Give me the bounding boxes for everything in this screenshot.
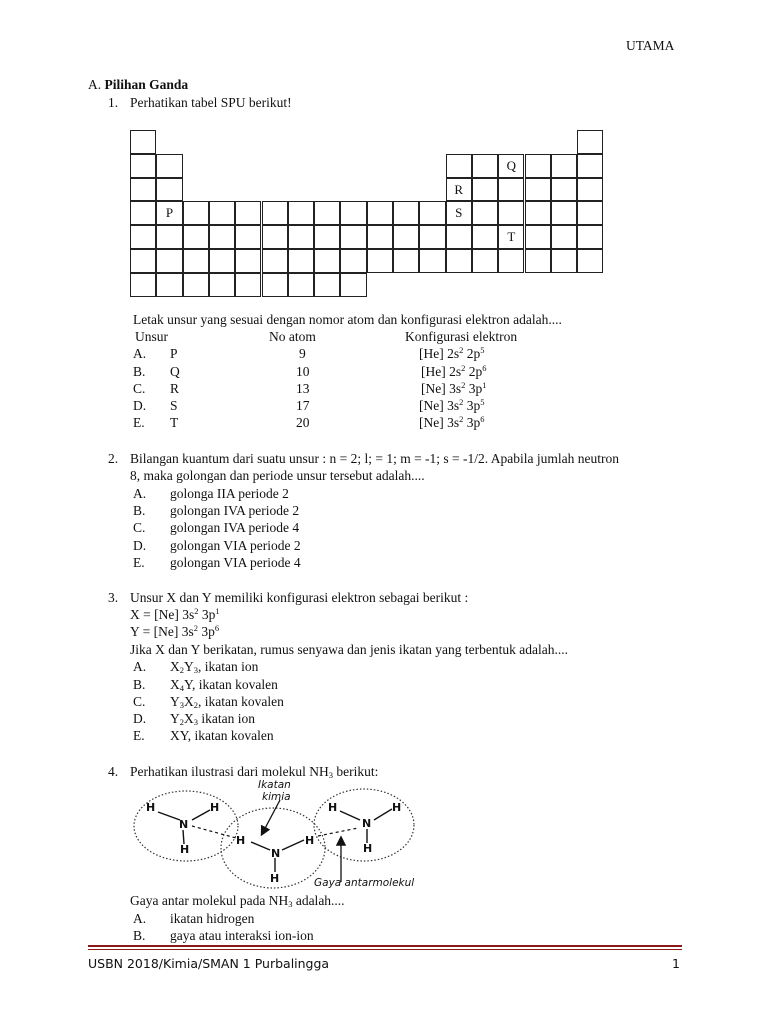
table-cell — [525, 154, 551, 178]
table-cell — [577, 130, 603, 154]
svg-text:H: H — [328, 801, 338, 814]
svg-text:H: H — [146, 801, 156, 814]
table-cell — [551, 249, 577, 273]
table-cell — [472, 178, 498, 202]
table-cell — [262, 225, 288, 249]
q4-number: 4. — [108, 764, 119, 779]
table-cell — [393, 225, 419, 249]
q2-option-text: golongan IVA periode 2 — [170, 503, 300, 518]
q1-option-unsur: Q — [170, 364, 180, 379]
q2-line2: 8, maka golongan dan periode unsur tersebut adalah.... — [130, 468, 425, 483]
table-cell — [183, 249, 209, 273]
table-cell — [472, 201, 498, 225]
table-cell — [314, 249, 340, 273]
table-cell — [577, 178, 603, 202]
table-cell — [130, 154, 156, 178]
q4-option-letter: A. — [133, 911, 147, 926]
table-cell — [314, 225, 340, 249]
q4-question: Gaya antar molekul pada $NH_3$ adalah.... — [130, 893, 345, 909]
table-cell — [235, 273, 261, 297]
q1-option-config: [He] $2s^2$ $2p^6$ — [421, 363, 487, 379]
table-cell-t: T — [498, 225, 524, 249]
svg-text:N: N — [271, 847, 281, 860]
q2-option-letter: B. — [133, 503, 146, 518]
table-cell — [288, 249, 314, 273]
table-cell-q: Q — [498, 154, 524, 178]
table-cell — [288, 225, 314, 249]
table-cell — [130, 225, 156, 249]
q1-question: Letak unsur yang sesuai dengan nomor atom dan konfigurasi elektron adalah.... — [133, 312, 562, 327]
section-letter: A. — [88, 77, 102, 92]
table-cell — [340, 201, 366, 225]
table-cell — [446, 154, 472, 178]
table-cell — [262, 249, 288, 273]
table-cell — [551, 178, 577, 202]
table-cell — [551, 201, 577, 225]
q3-y-config: Y = [Ne] $3s^2$ $3p^6$ — [130, 623, 220, 639]
q3-option-letter: A. — [133, 659, 147, 674]
q1-option-config: [Ne] $3s^2$ $3p^6$ — [419, 414, 485, 430]
table-cell — [419, 225, 445, 249]
q4-text: Perhatikan ilustrasi dari molekul $NH_3$ berikut: — [130, 764, 379, 780]
table-cell — [446, 225, 472, 249]
footer-source: USBN 2018/Kimia/SMAN 1 Purbalingga — [88, 956, 330, 971]
table-cell — [235, 249, 261, 273]
table-cell — [156, 273, 182, 297]
svg-text:N: N — [179, 818, 189, 831]
table-cell — [156, 225, 182, 249]
table-cell-s: S — [446, 201, 472, 225]
table-cell — [209, 225, 235, 249]
svg-text:H: H — [210, 801, 220, 814]
q3-option-text: $X_2Y_3$, ikatan ion — [170, 659, 259, 675]
table-cell — [419, 201, 445, 225]
nh3-molecule-illustration — [128, 778, 448, 890]
table-cell — [314, 273, 340, 297]
table-cell — [577, 154, 603, 178]
table-cell — [525, 249, 551, 273]
q3-option-letter: C. — [133, 694, 146, 709]
table-cell — [288, 201, 314, 225]
header-label: UTAMA — [626, 38, 675, 53]
table-cell — [577, 225, 603, 249]
q3-option-text: $X_4Y$, ikatan kovalen — [170, 677, 278, 693]
q3-x-config: X = [Ne] $3s^2$ $3p^1$ — [130, 606, 220, 622]
table-cell — [340, 225, 366, 249]
label-gaya-antarmolekul: Gaya antarmolekul — [314, 877, 415, 889]
table-cell — [525, 201, 551, 225]
q2-option-letter: C. — [133, 520, 146, 535]
q1-option-unsur: P — [170, 346, 178, 361]
table-cell — [209, 273, 235, 297]
table-cell — [472, 225, 498, 249]
table-cell — [209, 249, 235, 273]
table-cell — [577, 201, 603, 225]
table-cell — [498, 249, 524, 273]
table-cell — [130, 130, 156, 154]
table-cell — [472, 249, 498, 273]
table-cell — [446, 249, 472, 273]
table-cell — [156, 249, 182, 273]
q2-option-letter: A. — [133, 486, 147, 501]
table-cell — [130, 249, 156, 273]
q1-col-konfig: Konfigurasi elektron — [405, 329, 518, 344]
footer-rule-thin — [88, 949, 682, 950]
q3-option-text: $Y_2X_3$ ikatan ion — [170, 711, 255, 727]
table-cell — [367, 225, 393, 249]
q3-option-text: XY, ikatan kovalen — [170, 728, 274, 743]
table-cell — [498, 178, 524, 202]
svg-text:H: H — [305, 834, 315, 847]
q2-option-text: golongan VIA periode 4 — [170, 555, 301, 570]
section-heading — [88, 77, 188, 93]
q1-option-atom: 9 — [299, 346, 306, 361]
q4-option-text: gaya atau interaksi ion-ion — [170, 928, 314, 943]
footer-rule-thick — [88, 945, 682, 947]
q1-option-unsur: T — [170, 415, 179, 430]
table-cell-r: R — [446, 178, 472, 202]
q2-option-text: golonga IIA periode 2 — [170, 486, 289, 501]
table-cell — [525, 178, 551, 202]
table-cell — [288, 273, 314, 297]
table-cell — [209, 201, 235, 225]
q2-option-text: golongan VIA periode 2 — [170, 538, 301, 553]
label-ikatan: Ikatan — [258, 779, 291, 791]
q2-option-letter: D. — [133, 538, 147, 553]
table-cell — [262, 201, 288, 225]
table-cell — [551, 154, 577, 178]
svg-text:H: H — [363, 842, 373, 855]
q2-line1: Bilangan kuantum dari suatu unsur : n = 2; l; = 1; m = -1; s = -1/2. Apabila jumlah neutron — [130, 451, 620, 466]
table-cell — [498, 201, 524, 225]
table-cell — [393, 249, 419, 273]
q2-option-letter: E. — [133, 555, 145, 570]
q1-option-letter: E. — [133, 415, 145, 430]
table-cell — [156, 178, 182, 202]
table-cell-p: P — [156, 201, 182, 225]
table-cell — [183, 201, 209, 225]
q3-option-letter: B. — [133, 677, 146, 692]
q1-option-config: [Ne] $3s^2$ $3p^1$ — [421, 380, 487, 396]
q3-line4: Jika X dan Y berikatan, rumus senyawa dan jenis ikatan yang terbentuk adalah.... — [130, 642, 568, 657]
q3-number: 3. — [108, 590, 119, 605]
table-cell — [130, 178, 156, 202]
svg-text:H: H — [180, 843, 190, 856]
table-cell — [472, 154, 498, 178]
q1-option-unsur: S — [170, 398, 178, 413]
table-cell — [340, 249, 366, 273]
q1-option-letter: D. — [133, 398, 147, 413]
section-title: Pilihan Ganda — [104, 77, 189, 92]
table-cell — [262, 273, 288, 297]
table-cell — [130, 201, 156, 225]
table-cell — [130, 273, 156, 297]
table-cell — [551, 225, 577, 249]
table-cell — [183, 273, 209, 297]
table-cell — [393, 201, 419, 225]
q2-option-text: golongan IVA periode 4 — [170, 520, 300, 535]
table-cell — [235, 225, 261, 249]
q2-number: 2. — [108, 451, 119, 466]
q3-option-letter: E. — [133, 728, 145, 743]
q1-option-atom: 17 — [296, 398, 310, 413]
q1-option-letter: B. — [133, 364, 146, 379]
table-cell — [340, 273, 366, 297]
q3-option-text: $Y_3X_2$, ikatan kovalen — [170, 694, 284, 710]
table-cell — [419, 249, 445, 273]
q1-col-unsur: Unsur — [135, 329, 168, 344]
q1-option-config: [He] $2s^2$ $2p^5$ — [419, 345, 485, 361]
footer-page-number: 1 — [672, 956, 680, 971]
q1-text: Perhatikan tabel SPU berikut! — [130, 95, 292, 110]
q3-line1: Unsur X dan Y memiliki konfigurasi elektron sebagai berikut : — [130, 590, 469, 605]
svg-text:H: H — [236, 834, 246, 847]
label-kimia: kimia — [262, 791, 291, 803]
q1-option-letter: C. — [133, 381, 146, 396]
table-cell — [525, 225, 551, 249]
q4-option-letter: B. — [133, 928, 146, 943]
q1-option-atom: 10 — [296, 364, 310, 379]
q1-option-unsur: R — [170, 381, 180, 396]
table-cell — [314, 201, 340, 225]
q1-option-letter: A. — [133, 346, 147, 361]
table-cell — [577, 249, 603, 273]
table-cell — [156, 154, 182, 178]
q4-option-text: ikatan hidrogen — [170, 911, 255, 926]
q1-option-config: [Ne] $3s^2$ $3p^5$ — [419, 397, 485, 413]
q1-option-atom: 20 — [296, 415, 310, 430]
q1-number: 1. — [108, 95, 119, 110]
q3-option-letter: D. — [133, 711, 147, 726]
table-cell — [367, 201, 393, 225]
table-cell — [367, 249, 393, 273]
q1-col-noatom: No atom — [269, 329, 316, 344]
svg-text:N: N — [362, 817, 372, 830]
table-cell — [235, 201, 261, 225]
svg-text:H: H — [270, 872, 280, 885]
q1-option-atom: 13 — [296, 381, 310, 396]
table-cell — [183, 225, 209, 249]
svg-text:H: H — [392, 801, 402, 814]
